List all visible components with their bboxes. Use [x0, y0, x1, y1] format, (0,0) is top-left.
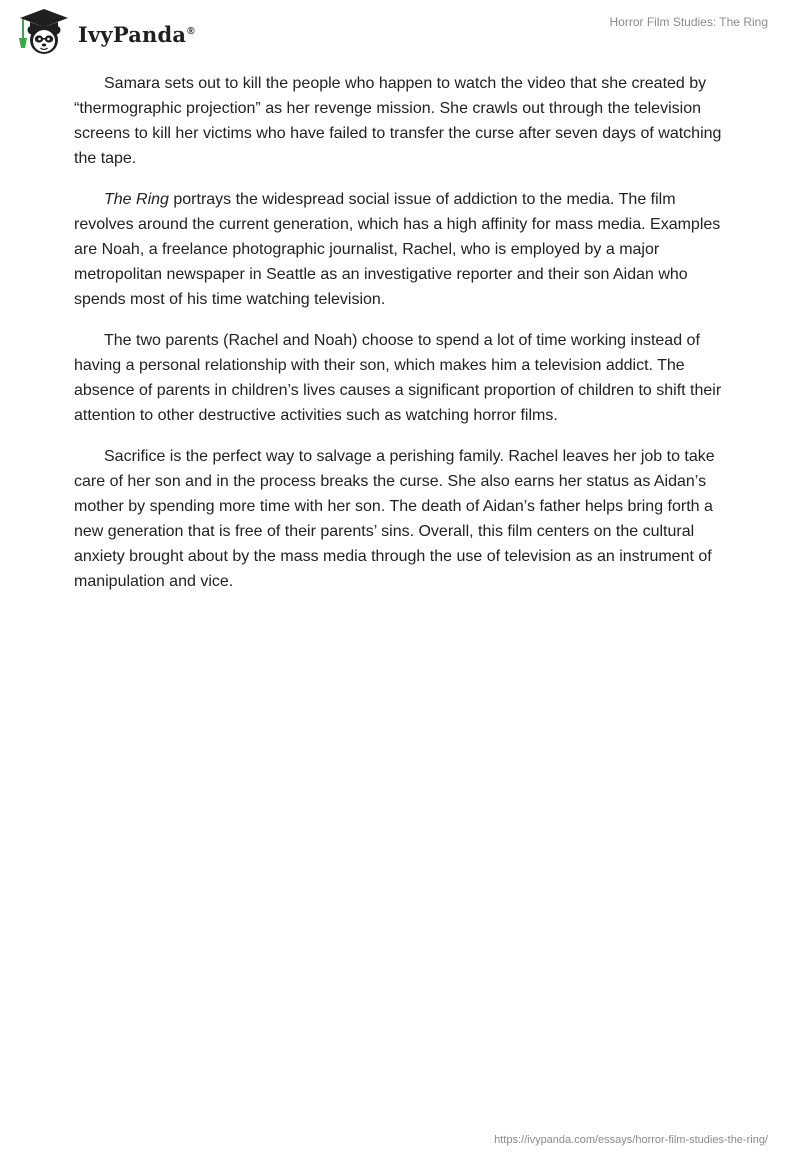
paragraph-text: The two parents (Rachel and Noah) choose to spend a lot of time working instead of having a personal relationship with their son, which makes him a television addict. The absence of parents in children’s lives causes a significant proportion of children to shift their attention to other destructive activities such as watching horror films.: [74, 332, 722, 424]
panda-graduate-icon: [14, 8, 74, 56]
brand-registered-mark: ®: [187, 25, 195, 37]
brand-name: IvyPanda®: [78, 21, 195, 47]
source-url[interactable]: https://ivypanda.com/essays/horror-film-studies-the-ring/: [494, 1134, 768, 1146]
paragraph: [74, 328, 734, 428]
paragraph-text: Samara sets out to kill the people who happen to watch the video that she created by “thermographic projection” as her revenge mission. She crawls out through the television screens to kill her victims who have failed to transfer the curse after seven days of watching the tape.: [74, 75, 722, 167]
essay-body: [74, 71, 734, 610]
document-title: Horror Film Studies: The Ring: [609, 15, 768, 29]
paragraph: [74, 444, 734, 594]
page-header: [0, 0, 800, 64]
brand-logo[interactable]: [14, 8, 195, 56]
film-title-italic: The Ring: [104, 191, 169, 208]
paragraph-text: Sacrifice is the perfect way to salvage a perishing family. Rachel leaves her job to take care of her son and in the process breaks the curse. She also earns her status as Aidan’s mother by spending more time with her son. The death of Aidan’s father helps bring forth a new generation that is free of their parents’ sins. Overall, this film centers on the cultural anxiety brought about by the mass media through the use of television as an instrument of manipulation and vice.: [74, 448, 715, 590]
paragraph: [74, 71, 734, 171]
paragraph-text: portrays the widespread social issue of addiction to the media. The film revolves around the current generation, which has a high affinity for mass media. Examples are Noah, a freelance photographic journalist, Rachel, who is employed by a major metropolitan newspaper in Seattle as an investigative reporter and their son Aidan who spends most of his time watching television.: [74, 191, 721, 308]
paragraph: [74, 187, 734, 312]
